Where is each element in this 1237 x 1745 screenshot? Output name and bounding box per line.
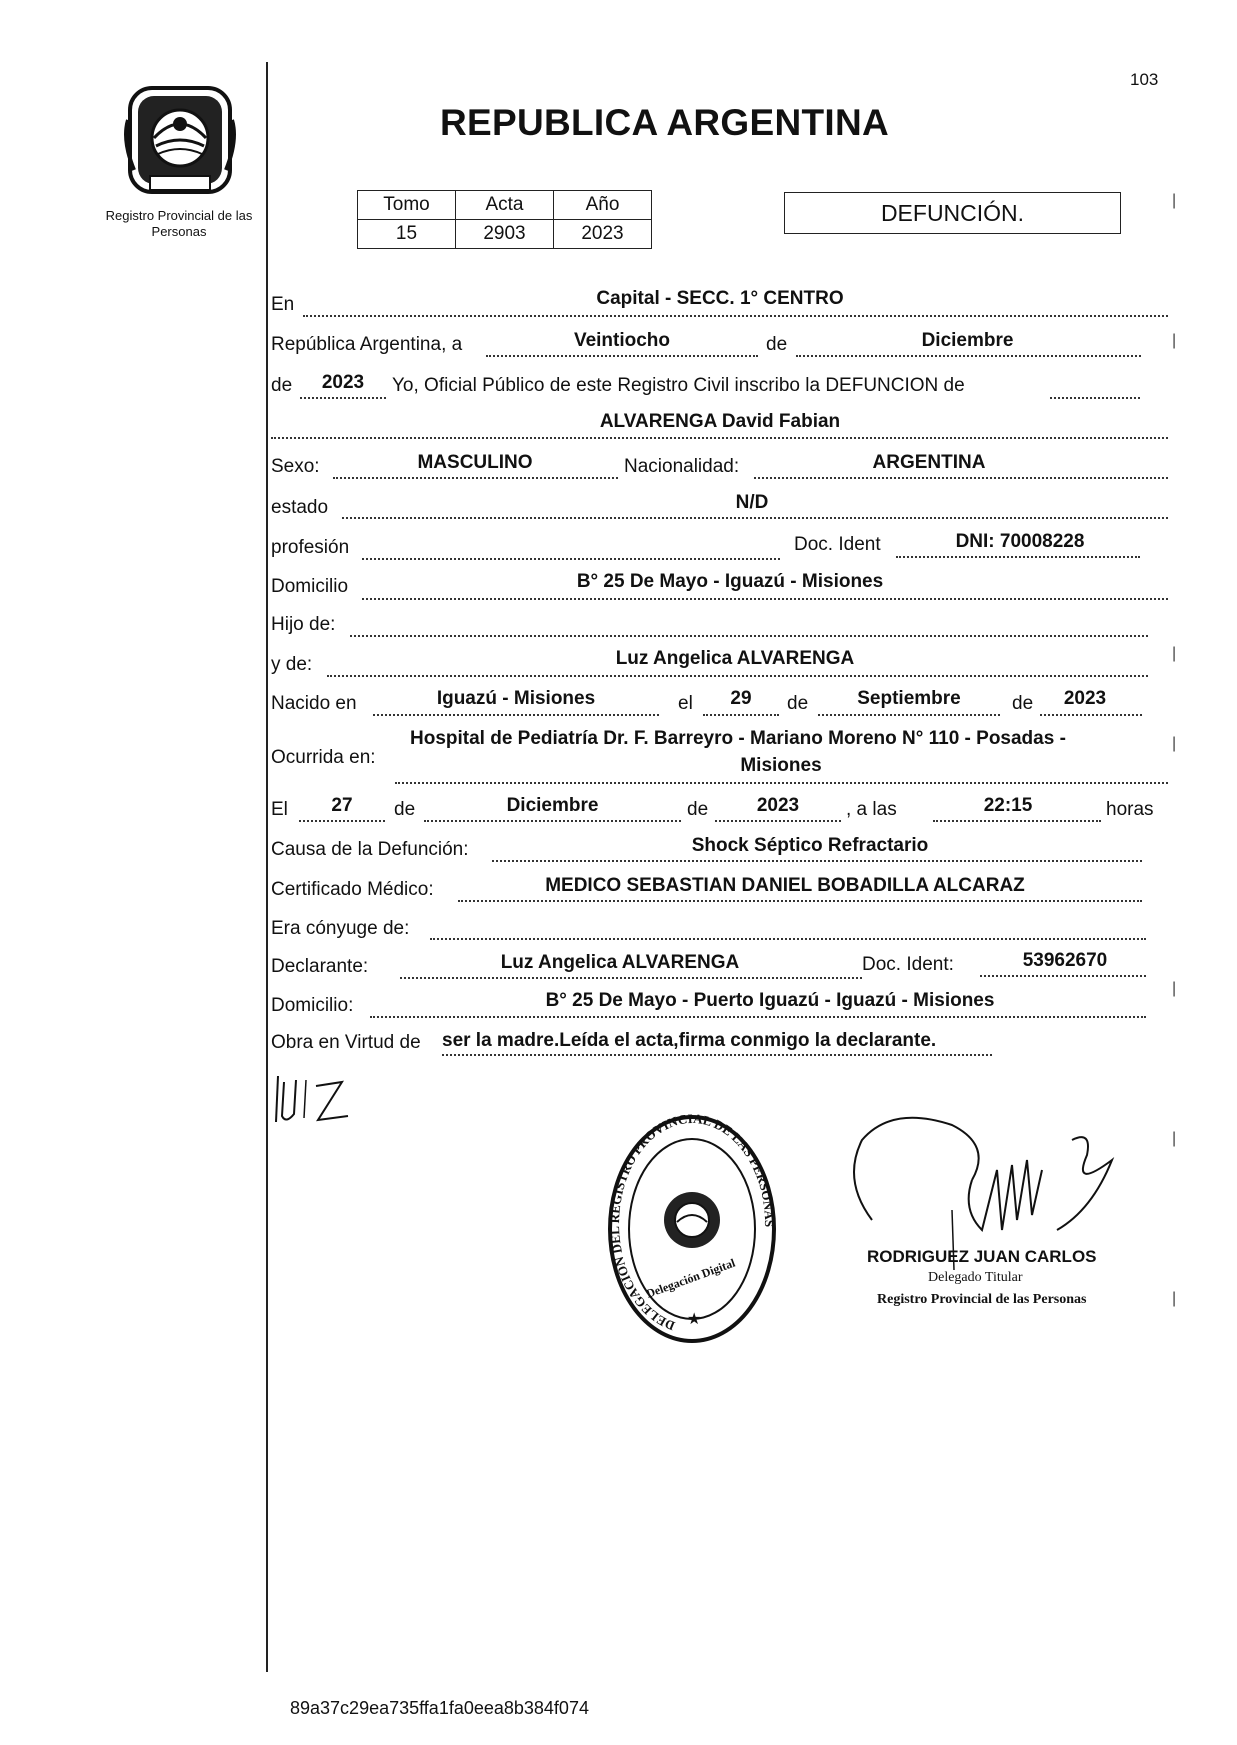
value-sexo: MASCULINO [417,452,533,473]
dotted-line [1050,397,1140,399]
value-nombre: ALVARENGA David Fabian [599,411,841,432]
label-domicilio: Domicilio [271,576,349,597]
dotted-line [458,900,1142,902]
margin-mark: | [1172,192,1177,209]
left-margin-rule [266,62,268,1672]
document-title: REPUBLICA ARGENTINA [440,102,890,143]
value-lugar: Capital - SECC. 1° CENTRO [596,288,844,309]
label-doc-ident: Doc. Ident [794,534,881,555]
label-hijo-de: Hijo de: [271,614,336,635]
label-obra: Obra en Virtud de [271,1032,421,1053]
label-horas: horas [1106,799,1154,820]
dotted-line [424,820,681,822]
official-org: Registro Provincial de las Personas [877,1292,1087,1307]
header-tomo: Tomo [358,191,456,220]
dotted-line [299,820,385,822]
value-y-de: Luz Angelica ALVARENGA [615,648,855,669]
label-nacionalidad: Nacionalidad: [624,456,740,477]
registry-label: Registro Provincial de las Personas [105,208,253,239]
document-hash: 89a37c29ea735ffa1fa0eea8b384f074 [290,1698,589,1718]
value-mes: Diciembre [921,330,1014,351]
dotted-line [362,558,780,560]
stamp-inner-text: Delegación Digital [644,1255,738,1301]
dotted-line [430,938,1146,940]
dotted-line [896,556,1140,558]
margin-mark: | [1172,332,1177,349]
value-nacionalidad: ARGENTINA [872,452,986,473]
value-dia-letras: Veintiocho [573,330,671,351]
dotted-line [400,977,862,979]
dotted-line [350,635,1148,637]
label-en: En [271,294,295,315]
value-domicilio: B° 25 De Mayo - Iguazú - Misiones [576,571,884,592]
label-causa: Causa de la Defunción: [271,839,469,860]
dotted-line [327,675,1148,677]
margin-mark: | [1172,735,1177,752]
dotted-line [442,1054,992,1056]
label-de-anio-nac: de [1012,693,1034,714]
value-nac-dia: 29 [730,688,752,709]
declarant-signature [266,1068,356,1128]
value-hora: 22:15 [983,795,1033,816]
label-de-f2: de [687,799,709,820]
dotted-line [933,820,1101,822]
header-acta: Acta [456,191,554,220]
dotted-line [754,477,1168,479]
label-declarante: Declarante: [271,956,369,977]
value-declarante-doc: 53962670 [1022,950,1108,971]
stamp-ring-text: DELEGACIÓN DEL REGISTRO PROVINCIAL DE LAS PERSONAS [606,1112,778,1334]
official-stamp [605,1112,780,1347]
dotted-line [1040,714,1142,716]
value-anio: 2023 [321,372,365,393]
dotted-line [818,714,1000,716]
value-ocurrida-2: Misiones [740,755,822,776]
label-republica: República Argentina, a [271,334,463,355]
label-nacido-en: Nacido en [271,693,357,714]
label-sexo: Sexo: [271,456,320,477]
dotted-line [370,1016,1146,1018]
label-el-fecha: El [271,799,288,820]
value-declarante: Luz Angelica ALVARENGA [500,952,740,973]
value-acta: 2903 [456,220,554,249]
dotted-line [300,397,386,399]
label-certificado: Certificado Médico: [271,879,434,900]
dotted-line [271,437,1168,439]
value-anio: 2023 [554,220,652,249]
dotted-line [715,820,841,822]
value-fallec-mes: Diciembre [506,795,599,816]
label-el: el [678,693,693,714]
dotted-line [342,517,1168,519]
label-de: de [766,334,788,355]
official-role: Delegado Titular [928,1270,1023,1285]
value-obra: ser la madre.Leída el acta,firma conmigo la declarante. [442,1030,937,1051]
dotted-line [980,975,1146,977]
value-causa: Shock Séptico Refractario [691,835,929,856]
label-de-f1: de [394,799,416,820]
value-nacido-en: Iguazú - Misiones [436,688,596,709]
dotted-line [333,477,618,479]
dotted-line [486,355,758,357]
margin-mark: | [1172,1130,1177,1147]
margin-mark: | [1172,980,1177,997]
dotted-line [492,860,1142,862]
official-name: RODRIGUEZ JUAN CARLOS [867,1247,1097,1266]
dotted-line [373,714,659,716]
value-nac-anio: 2023 [1063,688,1107,709]
label-conyuge: Era cónyuge de: [271,918,410,939]
label-profesion: profesión [271,537,350,558]
value-dni: DNI: 70008228 [955,531,1085,552]
label-estado: estado [271,497,329,518]
dotted-line [303,315,1168,317]
dotted-line [395,782,1168,784]
value-certificado: MEDICO SEBASTIAN DANIEL BOBADILLA ALCARAZ [545,875,1025,896]
label-ocurrida-en: Ocurrida en: [271,747,376,768]
label-de-anio: de [271,375,293,396]
value-fallec-dia: 27 [331,795,353,816]
svg-text:★: ★ [687,1311,702,1328]
document-type-box: DEFUNCIÓN. [784,192,1121,234]
label-a-las: , a las [846,799,897,820]
label-de-mes: de [787,693,809,714]
margin-mark: | [1172,645,1177,662]
value-tomo: 15 [358,220,456,249]
dotted-line [796,355,1141,357]
dotted-line [703,714,779,716]
label-doc-ident-declarante: Doc. Ident: [862,954,954,975]
label-yo: Yo, Oficial Público de este Registro Civil inscribo la DEFUNCION de [392,375,965,396]
header-anio: Año [554,191,652,220]
label-y-de: y de: [271,654,313,675]
margin-mark: | [1172,1290,1177,1307]
record-table [357,190,652,249]
value-nac-mes: Septiembre [857,688,961,709]
misiones-coat-of-arms-logo [120,80,240,200]
label-domicilio-declarante: Domicilio: [271,995,354,1016]
value-fallec-anio: 2023 [756,795,800,816]
value-ocurrida-1: Hospital de Pediatría Dr. F. Barreyro - Mariano Moreno N° 110 - Posadas - [410,728,1066,749]
page-number: 103 [1130,70,1159,89]
dotted-line [362,598,1168,600]
value-estado: N/D [735,492,769,513]
value-domicilio-declarante: B° 25 De Mayo - Puerto Iguazú - Iguazú - Misiones [545,990,995,1011]
